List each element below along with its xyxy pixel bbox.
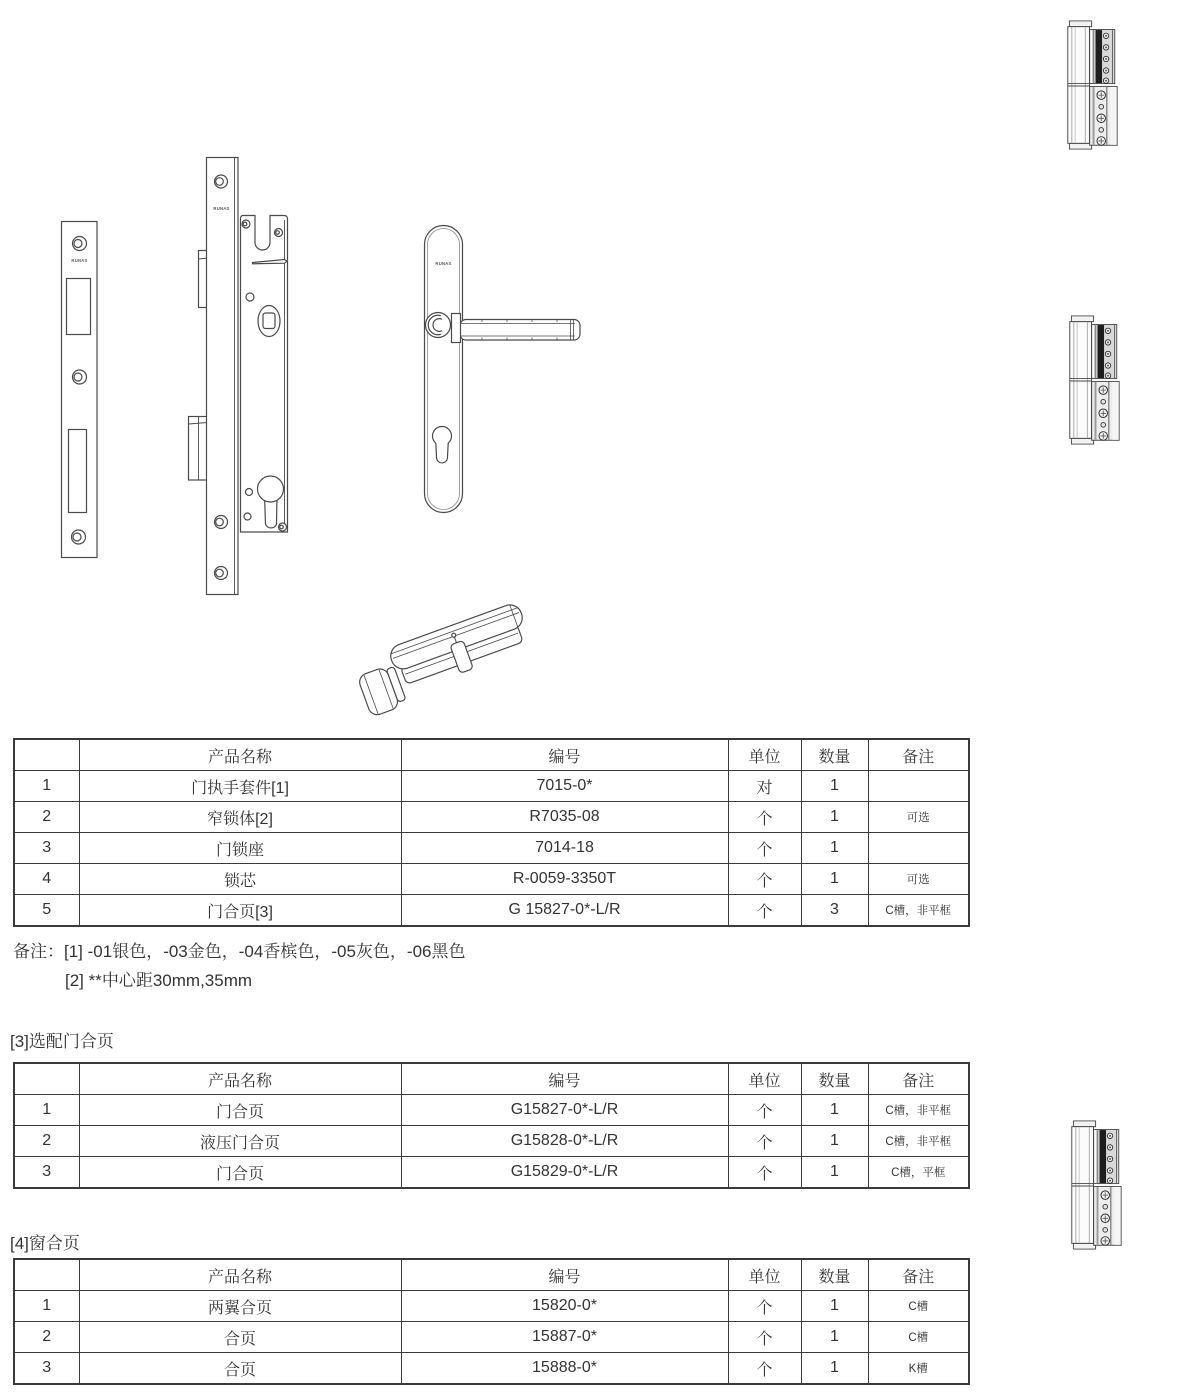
header-cell: 产品名称 [79,739,401,771]
table-cell: 可选 [868,864,969,895]
note-text: [1] -01银色，-03金色，-04香槟色，-05灰色，-06黑色 [64,942,466,961]
table-header-row [14,1063,969,1095]
table-cell: 1 [801,1353,868,1385]
table-cell: 两翼合页 [79,1291,401,1322]
table-row [14,1126,969,1157]
table-cell: G15827-0*-L/R [401,1095,728,1126]
table-cell: 1 [14,771,79,802]
header-cell: 单位 [728,1259,801,1291]
header-cell: 编号 [401,1259,728,1291]
header-cell: 备注 [868,1063,969,1095]
table-header-row [14,739,969,771]
lock-body-drawing [185,140,315,610]
table-row [14,802,969,833]
table-row [14,1157,969,1189]
window-hinge-table [13,1258,970,1385]
table-cell: G15828-0*-L/R [401,1126,728,1157]
table-cell: 15887-0* [401,1322,728,1353]
table-cell: 2 [14,1126,79,1157]
brand-mark-text: RUNAS [213,206,230,211]
note-label: 备注： [13,942,64,961]
header-cell: 单位 [728,739,801,771]
table-cell: 门合页 [79,1157,401,1189]
table-cell: G 15827-0*-L/R [401,895,728,927]
table-cell [868,771,969,802]
hinge-drawing-2 [1069,313,1123,447]
table-cell: 3 [14,1353,79,1385]
table-cell: 个 [728,1353,801,1385]
brand-mark-text: RUNAS [71,258,88,263]
table-row [14,895,969,927]
header-cell: 备注 [868,1259,969,1291]
table-cell: 1 [801,833,868,864]
table-cell: 1 [801,1126,868,1157]
table-cell: 1 [801,1322,868,1353]
table-cell: 3 [14,1157,79,1189]
table-cell: 1 [801,1095,868,1126]
handle-drawing [405,210,605,530]
header-cell: 单位 [728,1063,801,1095]
table-cell: R-0059-3350T [401,864,728,895]
header-cell: 编号 [401,1063,728,1095]
table-cell: C槽，平框 [868,1157,969,1189]
header-cell: 数量 [801,1063,868,1095]
table-cell: 3 [14,833,79,864]
table-cell: 个 [728,833,801,864]
table-cell: 7014-18 [401,833,728,864]
table-cell: C槽，非平框 [868,895,969,927]
table-cell: 门合页 [79,1095,401,1126]
table-cell: 1 [801,1157,868,1189]
table-cell: K槽 [868,1353,969,1385]
header-cell: 备注 [868,739,969,771]
table-row [14,1322,969,1353]
cylinder-drawing [355,590,545,730]
table-cell: 液压门合页 [79,1126,401,1157]
table-cell: 3 [801,895,868,927]
brand-mark-text: RUNAS [435,261,452,266]
table-cell: 4 [14,864,79,895]
header-cell: 数量 [801,739,868,771]
table-cell: 个 [728,1157,801,1189]
table-row [14,833,969,864]
door-hinge-table [13,1062,970,1189]
table-cell: 7015-0* [401,771,728,802]
table-cell: R7035-08 [401,802,728,833]
note-line [13,966,465,995]
table-cell: 可选 [868,802,969,833]
header-cell [14,1063,79,1095]
table-cell: 1 [801,771,868,802]
table-cell: C槽 [868,1322,969,1353]
table-cell: 门合页[3] [79,895,401,927]
table-cell: 锁芯 [79,864,401,895]
table-cell: 1 [14,1291,79,1322]
hinge-drawing-3 [1071,1118,1125,1252]
table-cell: 个 [728,895,801,927]
header-cell [14,739,79,771]
table-row [14,1095,969,1126]
table-header-row [14,1259,969,1291]
table-cell: 个 [728,864,801,895]
strike-plate-drawing [40,200,160,580]
notes [13,937,465,995]
table-cell: 窄锁体[2] [79,802,401,833]
table-cell [868,833,969,864]
table-cell: G15829-0*-L/R [401,1157,728,1189]
table-cell: 对 [728,771,801,802]
table-row [14,771,969,802]
table-cell: 5 [14,895,79,927]
table-cell: 1 [801,1291,868,1322]
table-cell: 15820-0* [401,1291,728,1322]
header-cell: 编号 [401,739,728,771]
table-cell: 1 [14,1095,79,1126]
table-cell: 合页 [79,1322,401,1353]
table-cell: 个 [728,1095,801,1126]
table-row [14,1353,969,1385]
table-cell: 1 [801,802,868,833]
table-cell: 个 [728,1291,801,1322]
header-cell: 数量 [801,1259,868,1291]
header-cell: 产品名称 [79,1259,401,1291]
table-row [14,864,969,895]
table-cell: 门锁座 [79,833,401,864]
note-text: [2] **中心距30mm,35mm [65,971,253,990]
table-cell: C槽，非平框 [868,1095,969,1126]
section-title-door-hinges: [3]选配门合页 [10,1032,114,1051]
header-cell [14,1259,79,1291]
table-cell: 2 [14,802,79,833]
table-cell: 个 [728,802,801,833]
table-cell: 门执手套件[1] [79,771,401,802]
table-cell: 2 [14,1322,79,1353]
section-title-window-hinges: [4]窗合页 [10,1234,80,1253]
table-cell: 个 [728,1126,801,1157]
note-line [13,937,465,966]
table-cell: C槽 [868,1291,969,1322]
table-cell: 个 [728,1322,801,1353]
header-cell: 产品名称 [79,1063,401,1095]
table-cell: 合页 [79,1353,401,1385]
table-cell: C槽，非平框 [868,1126,969,1157]
table-cell: 15888-0* [401,1353,728,1385]
parts-table [13,738,970,927]
table-row [14,1291,969,1322]
hinge-drawing-1 [1067,18,1121,152]
table-cell: 1 [801,864,868,895]
